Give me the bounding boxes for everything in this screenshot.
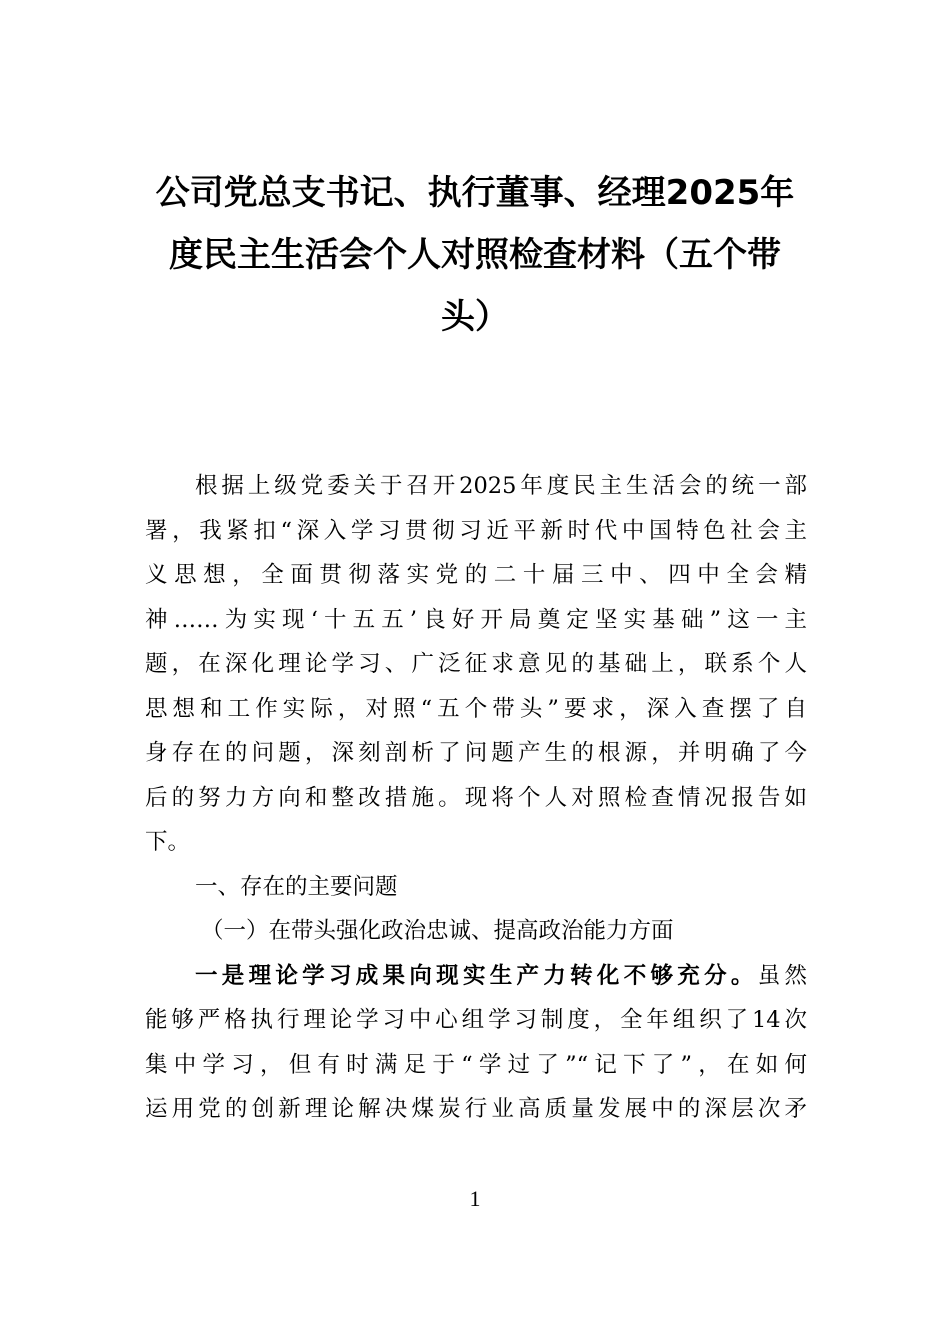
point-line: 运用党的创新理论解决煤炭行业高质量发展中的深层次矛 — [145, 1096, 807, 1122]
intro-line: 后的努力方向和整改措施。现将个人对照检查情况报告如 — [145, 784, 807, 811]
intro-line: 身存在的问题，深刻剖析了问题产生的根源，并明确了今 — [145, 740, 807, 766]
subsection-heading: （一）在带头强化政治忠诚、提高政治能力方面 — [201, 918, 674, 944]
point-line: 能够严格执行理论学习中心组学习制度，全年组织了14次 — [145, 1007, 807, 1033]
title-line-1: 公司党总支书记、执行董事、经理2025年 — [155, 173, 795, 213]
title-line-3: 头） — [441, 297, 509, 337]
title-line-2: 度民主生活会个人对照检查材料（五个带 — [169, 235, 781, 275]
document-body — [145, 464, 807, 1132]
intro-line: 署，我紧扣“深入学习贯彻习近平新时代中国特色社会主 — [145, 517, 807, 544]
point-lead: 一是理论学习成果向现实生产力转化不够充分。 — [195, 962, 758, 989]
point-first-tail: 虽然 — [757, 962, 807, 989]
point-line: 集中学习，但有时满足于“学过了”“记下了”，在如何 — [145, 1051, 807, 1078]
intro-line: 神……为实现‘十五五’良好开局奠定坚实基础”这一主 — [145, 606, 807, 633]
point-first-line — [145, 954, 807, 999]
document-title — [145, 162, 805, 348]
section-heading: 一、存在的主要问题 — [195, 873, 398, 900]
intro-line: 下。 — [145, 829, 191, 855]
intro-line: 根据上级党委关于召开2025年度民主生活会的统一部 — [195, 473, 807, 499]
page-number: 1 — [469, 1186, 481, 1211]
intro-line: 题，在深化理论学习、广泛征求意见的基础上，联系个人 — [145, 651, 807, 677]
intro-line: 义思想，全面贯彻落实党的二十届三中、四中全会精 — [145, 562, 807, 588]
intro-line: 思想和工作实际，对照“五个带头”要求，深入查摆了自 — [145, 695, 807, 722]
